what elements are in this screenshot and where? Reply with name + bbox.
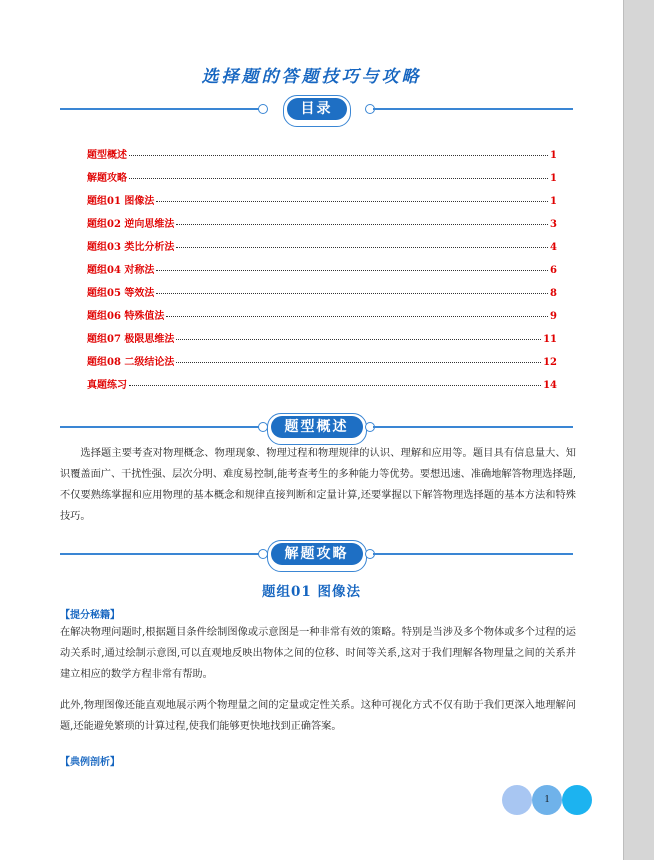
toc-page-number: 1 — [550, 150, 557, 161]
divider-line — [60, 553, 260, 555]
toc-entry-label: 题组02 逆向思维法 — [87, 219, 175, 230]
toc-entry-label: 题组07 极限思维法 — [87, 334, 175, 345]
toc-entry[interactable] — [87, 146, 557, 169]
toc-page-number: 4 — [550, 242, 557, 253]
toc-entry[interactable] — [87, 215, 557, 238]
toc-entry[interactable] — [87, 376, 557, 399]
toc-page-number: 12 — [543, 357, 557, 368]
divider-line — [60, 426, 260, 428]
viewer-scroll-area[interactable] — [624, 0, 654, 860]
tip-paragraph-2: 此外,物理图像还能直观地展示两个物理量之间的定量或定性关系。这种可视化方式不仅有助于我们更深入地理解问题,还能避免繁琐的计算过程,使我们能够更快地找到正确答案。 — [60, 700, 576, 732]
toc-entry-label: 题组03 类比分析法 — [87, 242, 175, 253]
toc-entry[interactable] — [87, 330, 557, 353]
example-tag: 【典例剖析】 — [60, 757, 120, 768]
toc-entry-label: 真题练习 — [87, 380, 127, 391]
tip-tag: 【提分秘籍】 — [60, 610, 120, 621]
toc-entry-label: 题组04 对称法 — [87, 265, 155, 276]
overview-paragraph: 选择题主要考查对物理概念、物理现象、物理过程和物理规律的认识、理解和应用等。题目具有信息量大、知识覆盖面广、干扰性强、层次分明、难度易控制,能考查考生的多种能力等优势。要想迅速、准确地解答物理选择题,不仅要熟练掌握和应用物理的基本概念和规律直接判断和定量计算,还要掌握以下解答物理选择题的基本方法和特殊技巧。 — [60, 448, 576, 522]
toc-leader — [176, 247, 548, 248]
toc-leader — [156, 201, 548, 202]
toc-leader — [176, 362, 541, 363]
toc-page-number: 1 — [550, 196, 557, 207]
toc-leader — [129, 178, 548, 179]
toc-entry[interactable] — [87, 353, 557, 376]
toc-page-number: 1 — [550, 173, 557, 184]
toc-entry[interactable] — [87, 169, 557, 192]
table-of-contents — [87, 146, 557, 399]
toc-leader — [176, 339, 541, 340]
divider-line — [373, 426, 573, 428]
page-decor-circle — [502, 785, 532, 815]
toc-entry-label: 题组06 特殊值法 — [87, 311, 165, 322]
toc-entry[interactable] — [87, 284, 557, 307]
banner-frame — [267, 540, 367, 572]
document-title: 选择题的答题技巧与攻略 — [201, 67, 422, 87]
toc-entry[interactable] — [87, 307, 557, 330]
toc-entry-label: 题组08 二级结论法 — [87, 357, 175, 368]
divider-line — [373, 553, 573, 555]
toc-entry[interactable] — [87, 261, 557, 284]
toc-page-number: 14 — [543, 380, 557, 391]
banner-frame — [283, 95, 351, 127]
toc-leader — [156, 270, 548, 271]
toc-entry-label: 解题攻略 — [87, 173, 127, 184]
toc-page-number: 11 — [543, 334, 557, 345]
page-number: 1 — [532, 785, 562, 815]
overview-banner — [60, 413, 573, 441]
page-decor-circle — [562, 785, 592, 815]
toc-page-number: 3 — [550, 219, 557, 230]
toc-leader — [166, 316, 548, 317]
tip-paragraph-1: 在解决物理问题时,根据题目条件绘制图像或示意图是一种非常有效的策略。特别是当涉及多个物体或多个过程的运动关系时,通过绘制示意图,可以直观地反映出物体之间的位移、时间等关系,这对于我们理解各物理量之间的关系并建立相应的数学方程非常有帮助。 — [60, 627, 576, 680]
toc-leader — [176, 224, 548, 225]
divider-line — [60, 108, 260, 110]
toc-leader — [129, 385, 541, 386]
toc-page-number: 8 — [550, 288, 557, 299]
toc-heading: 目录 — [287, 98, 347, 120]
banner-frame — [267, 413, 367, 445]
toc-leader — [129, 155, 548, 156]
toc-entry[interactable] — [87, 238, 557, 261]
toc-entry-label: 题组05 等效法 — [87, 288, 155, 299]
toc-page-number: 6 — [550, 265, 557, 276]
group-title: 题组01 图像法 — [262, 584, 361, 600]
toc-leader — [156, 293, 548, 294]
toc-entry-label: 题组01 图像法 — [87, 196, 155, 207]
strategy-banner — [60, 540, 573, 568]
toc-entry[interactable] — [87, 192, 557, 215]
divider-dot — [258, 104, 268, 114]
strategy-heading: 解题攻略 — [271, 543, 363, 565]
toc-entry-label: 题型概述 — [87, 150, 127, 161]
toc-banner — [60, 95, 573, 123]
toc-page-number: 9 — [550, 311, 557, 322]
overview-heading: 题型概述 — [271, 416, 363, 438]
divider-line — [373, 108, 573, 110]
